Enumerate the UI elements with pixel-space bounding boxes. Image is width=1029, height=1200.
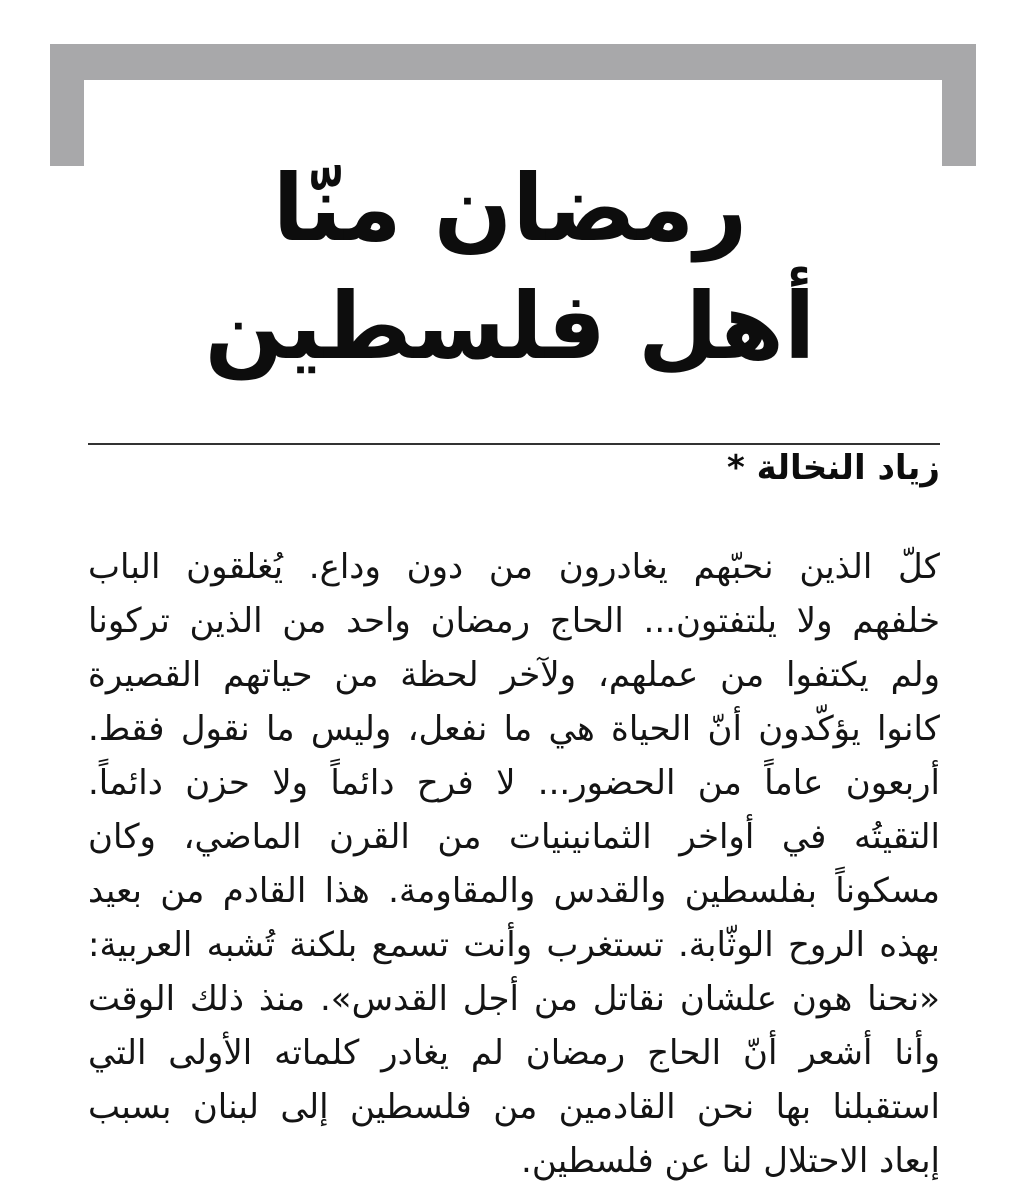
body-line: أربعون عاماً من الحضور... لا فرح دائماً ولا حزن دائماً. [88, 763, 940, 803]
body-line: وأنا أشعر أنّ الحاج رمضان لم يغادر كلماته الأولى التي [88, 1033, 940, 1073]
article-body [88, 540, 940, 1188]
body-line: مسكوناً بفلسطين والقدس والمقاومة. هذا القادم من بعيد [88, 871, 940, 911]
headline-line-2: أهل فلسطين [204, 273, 816, 380]
body-line: التقيتُه في أواخر الثمانينيات من القرن الماضي، وكان [88, 817, 940, 857]
byline-divider [88, 443, 940, 445]
body-line: بهذه الروح الوثّابة. تستغرب وأنت تسمع بلكنة تُشبه العربية: [88, 925, 940, 965]
body-line: كلّ الذين نحبّهم يغادرون من دون وداع. يُغلقون الباب [88, 547, 940, 587]
body-line: «نحنا هون علشان نقاتل من أجل القدس». منذ ذلك الوقت [88, 979, 940, 1019]
body-line: إبعاد الاحتلال لنا عن فلسطين. [521, 1141, 940, 1181]
headline-line-1: رمضان منّا [272, 155, 748, 262]
header-frame-bracket [50, 44, 976, 166]
author-byline: زياد النخالة * [727, 448, 940, 488]
body-line: استقبلنا بها نحن القادمين من فلسطين إلى لبنان بسبب [88, 1087, 940, 1127]
body-line: خلفهم ولا يلتفتون... الحاج رمضان واحد من الذين تركونا [88, 601, 940, 641]
headline [60, 150, 960, 386]
body-line: ولم يكتفوا من عملهم، ولآخر لحظة من حياتهم القصيرة [88, 655, 940, 695]
body-line: كانوا يؤكّدون أنّ الحياة هي ما نفعل، وليس ما نقول فقط. [88, 709, 940, 749]
